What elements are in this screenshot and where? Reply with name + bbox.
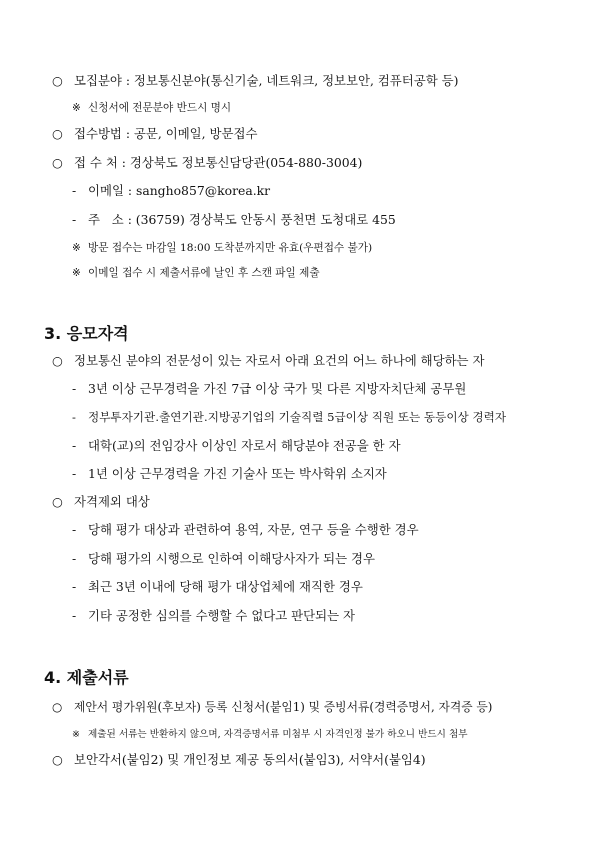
dash-mark: - xyxy=(72,381,77,396)
bullet-circle: ○ xyxy=(52,752,63,767)
list-item xyxy=(52,754,426,766)
bullet-circle: ○ xyxy=(52,155,63,170)
dash-mark: - xyxy=(72,466,77,481)
sub-list-item-text: 대학(교)의 전임강사 이상인 자로서 해당분야 전공을 한 자 xyxy=(88,438,401,453)
sub-list-item-text: 정부투자기관․출연기관․지방공기업의 기술직렬 5급이상 직원 또는 동등이상 경력자 xyxy=(88,410,507,424)
dash-mark: - xyxy=(72,438,77,453)
dash-mark: - xyxy=(72,608,77,623)
bullet-circle: ○ xyxy=(52,700,63,714)
dash-mark: - xyxy=(72,579,77,594)
dash-mark: - xyxy=(72,183,77,198)
dash-mark: - xyxy=(72,522,77,537)
note-text: 이메일 접수 시 제출서류에 날인 후 스캔 파일 제출 xyxy=(88,267,320,279)
bullet-circle: ○ xyxy=(52,353,63,368)
list-item-text: 접 수 처 : 경상북도 정보통신담당관(054-880-3004) xyxy=(74,155,363,170)
list-item-text: 제안서 평가위원(후보자) 등록 신청서(붙임1) 및 증빙서류(경력증명서, 자격증 등) xyxy=(74,700,493,714)
sub-list-item xyxy=(72,185,270,197)
bullet-circle: ○ xyxy=(52,73,63,88)
note-item xyxy=(72,103,231,114)
note-mark: ※ xyxy=(72,242,81,254)
sub-list-item-text: 3년 이상 근무경력을 가진 7급 이상 국가 및 다른 지방자치단체 공무원 xyxy=(88,381,467,396)
list-item-text: 정보통신 분야의 전문성이 있는 자로서 아래 요건의 어느 하나에 해당하는 자 xyxy=(74,353,485,368)
list-item-text: 자격제외 대상 xyxy=(74,494,150,509)
list-item xyxy=(52,75,458,87)
section-heading-4: 4. 제출서류 xyxy=(44,668,129,687)
list-item-text: 모집분야 : 정보통신분야(통신기술, 네트워크, 정보보안, 컴퓨터공학 등) xyxy=(74,73,459,88)
note-mark: ※ xyxy=(72,267,81,279)
sub-list-item-text: 기타 공정한 심의를 수행할 수 없다고 판단되는 자 xyxy=(88,608,355,623)
sub-list-item xyxy=(72,214,396,226)
note-mark: ※ xyxy=(72,102,81,114)
list-item xyxy=(52,496,150,508)
sub-list-item xyxy=(72,524,419,536)
sub-list-item xyxy=(72,553,375,565)
list-item-text: 보안각서(붙임2) 및 개인정보 제공 동의서(붙임3), 서약서(붙임4) xyxy=(74,752,426,767)
sub-list-item xyxy=(72,468,387,480)
note-item xyxy=(72,243,372,254)
sub-list-item-text: 당해 평가 대상과 관련하여 용역, 자문, 연구 등을 수행한 경우 xyxy=(88,522,419,537)
list-item xyxy=(52,355,484,367)
dash-mark: - xyxy=(72,410,76,424)
section-heading-3: 3. 응모자격 xyxy=(44,324,129,343)
sub-list-item-text: 주 소 : (36759) 경상북도 안동시 풍천면 도청대로 455 xyxy=(88,212,396,227)
note-item xyxy=(72,730,468,740)
note-text: 제출된 서류는 반환하지 않으며, 자격증명서류 미첨부 시 자격인정 불가 하오니 반드시 첨부 xyxy=(88,729,468,740)
sub-list-item-text: 당해 평가의 시행으로 인하여 이해당사자가 되는 경우 xyxy=(88,551,375,566)
sub-list-item-text: 최근 3년 이내에 당해 평가 대상업체에 재직한 경우 xyxy=(88,579,363,594)
sub-list-item-text: 1년 이상 근무경력을 가진 기술사 또는 박사학위 소지자 xyxy=(88,466,387,481)
list-item-text: 접수방법 : 공문, 이메일, 방문접수 xyxy=(74,126,258,141)
sub-list-item xyxy=(72,440,401,452)
note-text: 신청서에 전문분야 반드시 명시 xyxy=(88,102,232,114)
sub-list-item xyxy=(72,383,466,395)
list-item xyxy=(52,157,362,169)
bullet-circle: ○ xyxy=(52,126,63,141)
note-mark: ※ xyxy=(72,729,81,740)
dash-mark: - xyxy=(72,551,77,566)
note-item xyxy=(72,268,320,279)
dash-mark: - xyxy=(72,212,77,227)
sub-list-item xyxy=(72,610,355,622)
bullet-circle: ○ xyxy=(52,494,63,509)
sub-list-item-text: 이메일 : sangho857@korea.kr xyxy=(88,183,271,198)
list-item xyxy=(52,128,257,140)
list-item xyxy=(52,702,492,714)
note-text: 방문 접수는 마감일 18:00 도착분까지만 유효(우편접수 불가) xyxy=(88,242,373,254)
sub-list-item xyxy=(72,581,363,593)
sub-list-item xyxy=(72,412,506,424)
